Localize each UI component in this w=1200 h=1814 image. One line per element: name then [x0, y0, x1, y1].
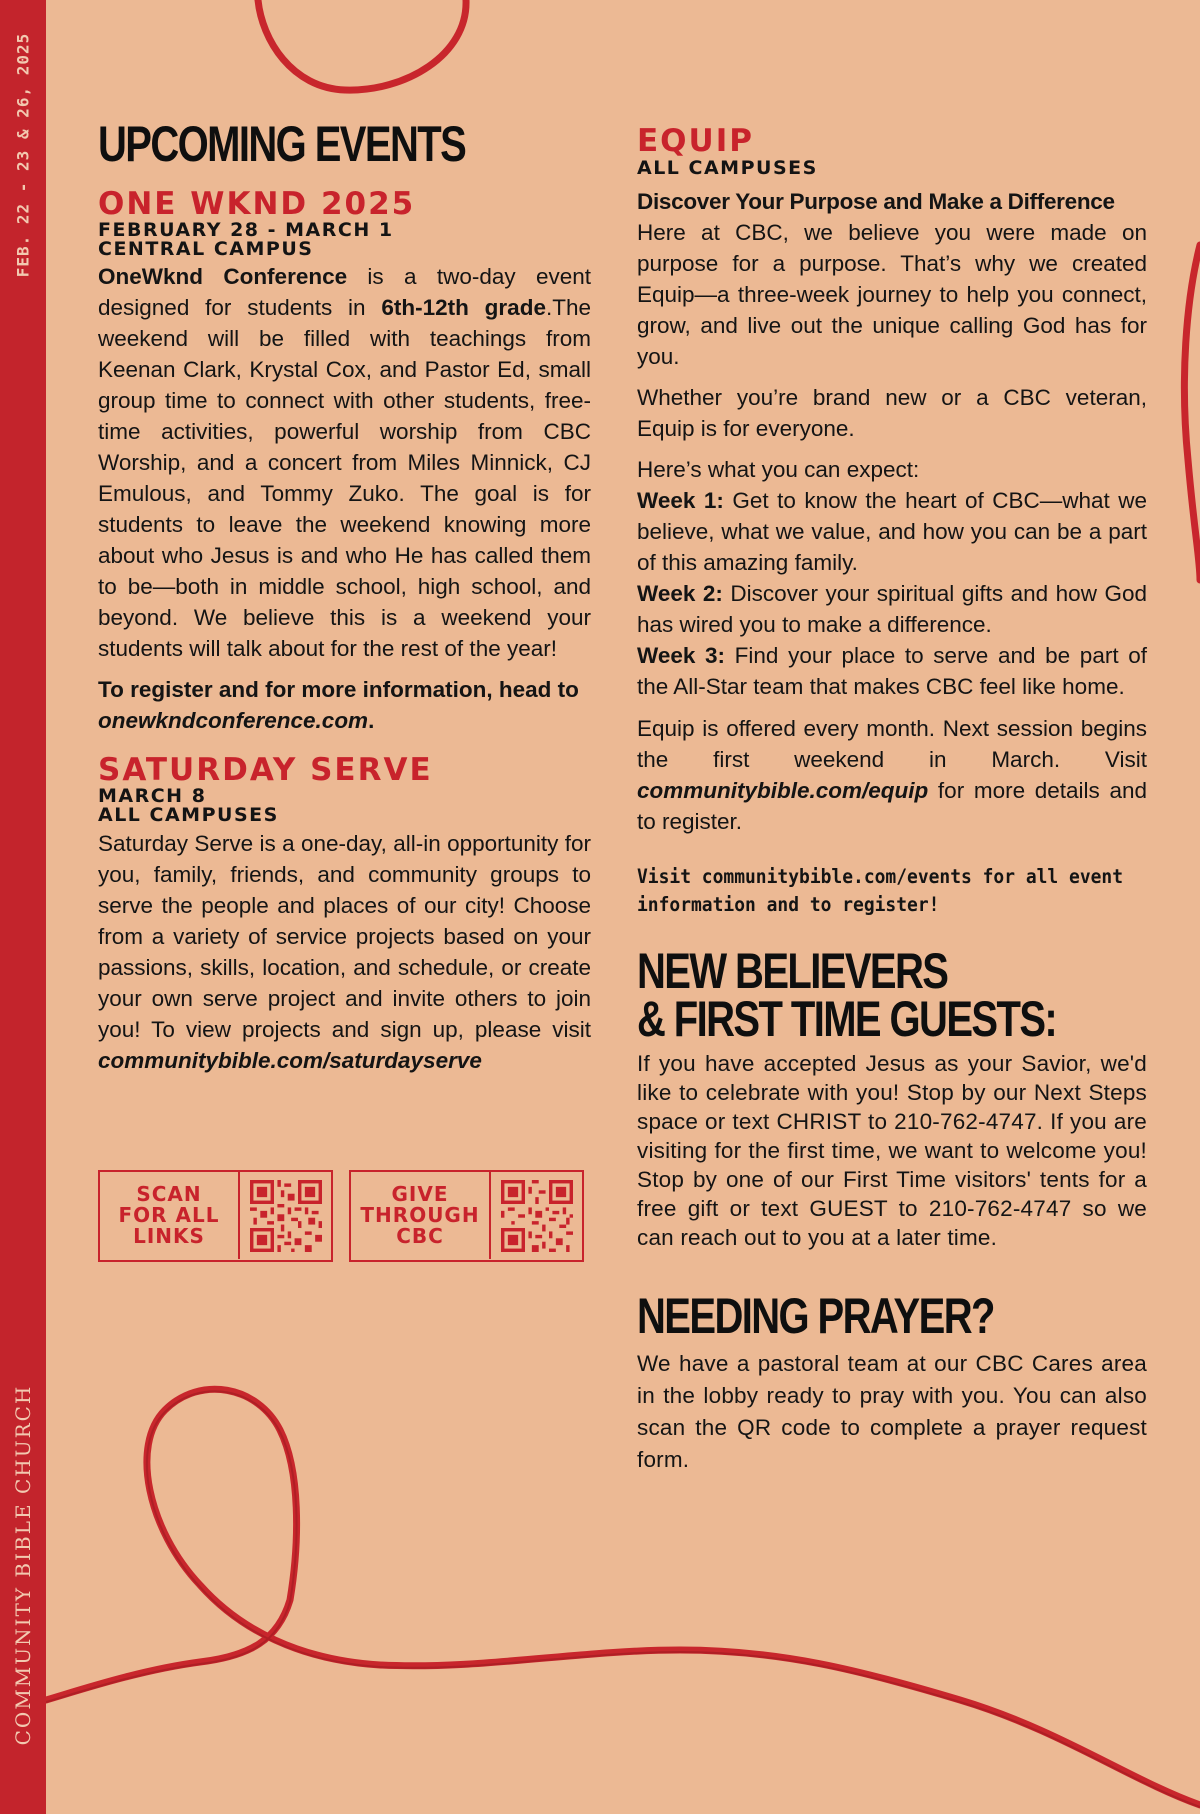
one-wknd-description — [98, 261, 591, 664]
equip-section — [637, 125, 1147, 837]
sidebar-band — [0, 0, 46, 1814]
qr-code-row — [98, 1170, 591, 1266]
give-through-cbc-box[interactable] — [349, 1170, 584, 1262]
equip-title: EQUIP — [637, 123, 754, 159]
equip-tagline: Discover Your Purpose and Make a Difference — [637, 189, 1115, 214]
one-wknd-section — [98, 188, 591, 736]
saturday-serve-body: Saturday Serve is a one-day, all-in opportunity for you, family, friends, and community groups to serve the people and places of our city! Choose from a variety of service projects based on your passions, skills, location, and schedule, or create your own serve project and invite others to join you! To view projects and sign up, please visit — [98, 831, 591, 1042]
equip-week-2-label: Week 2: — [637, 581, 723, 606]
new-believers-heading-line-2: & FIRST TIME GUESTS: — [637, 991, 1057, 1047]
prayer-section — [637, 1288, 1147, 1476]
equip-week-3 — [637, 640, 1147, 702]
saturday-serve-description — [98, 828, 591, 1076]
equip-link[interactable]: communitybible.com/equip — [637, 778, 929, 803]
new-believers-section — [637, 943, 1147, 1252]
one-wknd-register-end: . — [368, 708, 375, 733]
equip-week-3-text: Find your place to serve and be part of the All-Star team that makes CBC feel like home. — [637, 643, 1147, 699]
give-through-cbc-label: GIVE THROUGH CBC — [351, 1172, 491, 1259]
one-wknd-mid: is a two-day event designed for students in — [98, 264, 592, 320]
one-wknd-campus: CENTRAL CAMPUS — [98, 238, 314, 260]
one-wknd-rest: .The weekend will be filled with teachings from Keenan Clark, Krystal Cox, and Pastor Ed, small group time to connect with other students, free-time activities, powerful worship from CBC Worship, and a concert from Miles Minnick, CJ Emulous, and Tommy Zuko. The goal is for students to leave the weekend knowing more about who Jesus is and who He has called them to be—both in middle school, high school, and beyond. We believe this is a weekend your students will talk about for the rest of the year! — [98, 295, 591, 661]
equip-campus: ALL CAMPUSES — [637, 157, 818, 179]
saturday-serve-title: SATURDAY SERVE — [98, 752, 433, 788]
right-column — [637, 125, 1147, 1476]
new-believers-body: If you have accepted Jesus as your Savior, we'd like to celebrate with you! Stop by our Next Steps space or text CHRIST to 210-762-4747. If you are visiting for the first time, we want to welcome you! Stop by one of our First Time visitors' tents for a free gift or text GUEST to 210-762-4747 so we can reach out to you at a later time. — [637, 1051, 1147, 1250]
events-note-line-2: information and to register! — [637, 893, 940, 916]
scan-links-label: SCAN FOR ALL LINKS — [100, 1172, 240, 1259]
upcoming-events-heading: UPCOMING EVENTS — [98, 116, 466, 172]
one-wknd-register-link[interactable]: onewkndconference.com — [98, 708, 369, 733]
needing-prayer-heading: NEEDING PRAYER? — [637, 1288, 994, 1344]
equip-paragraph-1: Here at CBC, we believe you were made on purpose for a purpose. That’s why we created Equip—a three-week journey to help you connect, grow, and live out the unique calling God has for you. — [637, 220, 1147, 369]
one-wknd-title: ONE WKND 2025 — [98, 186, 416, 222]
saturday-serve-section — [98, 754, 591, 1076]
prayer-body: We have a pastoral team at our CBC Cares area in the lobby ready to pray with you. You can also scan the QR code to complete a prayer request form. — [637, 1351, 1147, 1472]
one-wknd-lead: OneWknd Conference — [98, 264, 348, 289]
saturday-serve-date: MARCH 8 — [98, 785, 207, 807]
equip-week-1-label: Week 1: — [637, 488, 724, 513]
events-note — [637, 863, 1147, 919]
events-note-line-1: Visit communitybible.com/events for all event — [637, 865, 1124, 888]
equip-week-2 — [637, 578, 1147, 640]
scan-links-box[interactable] — [98, 1170, 333, 1262]
new-believers-heading-line-1: NEW BELIEVERS — [637, 943, 948, 999]
one-wknd-grade: 6th-12th grade — [381, 295, 546, 320]
sidebar-church-name: COMMUNITY BIBLE CHURCH — [11, 1384, 35, 1746]
equip-expect-intro: Here’s what you can expect: — [637, 457, 920, 482]
equip-offered-end: for more details and to register. — [637, 778, 1147, 834]
sidebar-date: FEB. 22 - 23 & 26, 2025 — [13, 32, 33, 278]
equip-week-2-text: Discover your spiritual gifts and how God has wired you to make a difference. — [637, 581, 1147, 637]
equip-week-1-text: Get to know the heart of CBC—what we believe, what we value, and how you can be a part of this amazing family. — [637, 488, 1147, 575]
saturday-serve-link[interactable]: communitybible.com/saturdayserve — [98, 1048, 482, 1073]
equip-week-1 — [637, 485, 1147, 578]
equip-paragraph-2: Whether you’re brand new or a CBC veteran, Equip is for everyone. — [637, 385, 1147, 441]
one-wknd-register-text: To register and for more information, head to — [98, 677, 579, 702]
equip-offered-text: Equip is offered every month. Next session begins the first weekend in March. Visit — [637, 716, 1147, 772]
qr-code-icon — [250, 1180, 322, 1252]
saturday-serve-campus: ALL CAMPUSES — [98, 804, 279, 826]
one-wknd-register — [98, 674, 591, 736]
equip-offered — [637, 713, 1147, 837]
qr-code-icon — [501, 1180, 573, 1252]
left-column — [98, 116, 592, 1076]
one-wknd-dates: FEBRUARY 28 - MARCH 1 — [98, 219, 394, 241]
equip-week-3-label: Week 3: — [637, 643, 726, 668]
